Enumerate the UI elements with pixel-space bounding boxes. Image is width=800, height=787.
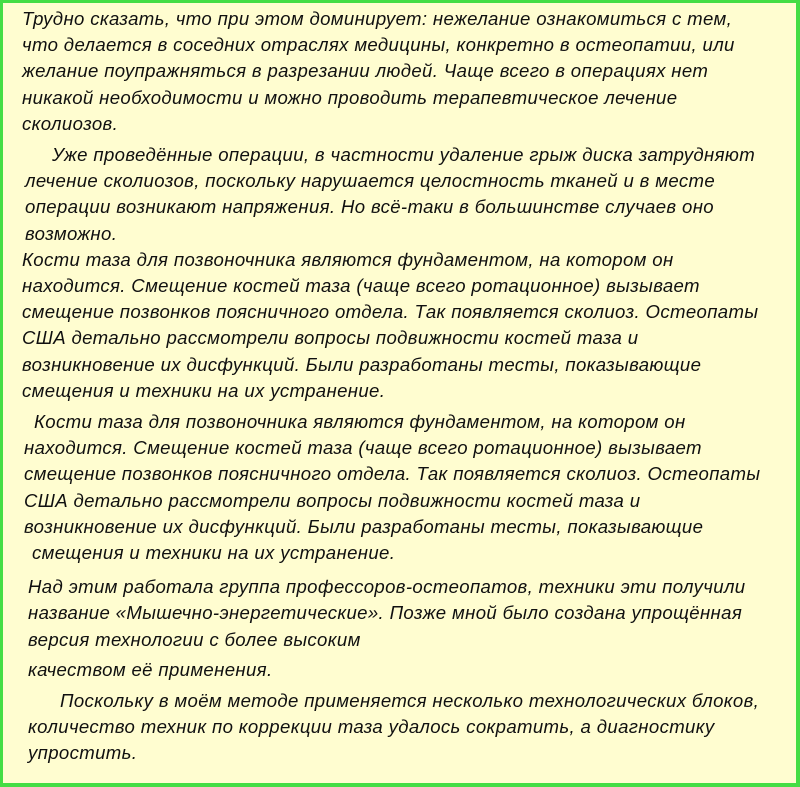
text-line: находится. Смещение костей таза (чаще всего ротационное) вызывает [24, 437, 702, 459]
text-line: возможно. [25, 222, 118, 244]
text-line: операции возникают напряжения. Но всё-таки в большинстве случаев оно [25, 196, 714, 218]
paragraph-6 [22, 657, 782, 683]
text-line: Трудно сказать, что при этом доминирует: нежелание ознакомиться с тем, [22, 8, 733, 29]
text-line: Кости таза для позвоночника являются фундаментом, на котором он [34, 411, 686, 433]
text-line: сколиозов. [22, 112, 119, 134]
text-line: Кости таза для позвоночника являются фундаментом, на котором он [22, 248, 674, 270]
text-line: смещение позвонков поясничного отдела. Так появляется сколиоз. Остеопаты [24, 463, 761, 485]
text-line: качеством её применения. [28, 658, 273, 680]
text-line: Над этим работала группа профессоров-остеопатов, техники эти получили [28, 576, 746, 598]
paragraph-4 [22, 409, 782, 566]
text-line: желание поупражняться в разрезании людей. Чаще всего в операциях нет [22, 60, 709, 82]
text-line: США детально рассмотрели вопросы подвижности костей таза и [22, 327, 639, 349]
paragraph-2 [22, 142, 782, 247]
paragraph-7 [22, 688, 782, 767]
text-line: Уже проведённые операции, в частности удаление грыж диска затрудняют [52, 144, 756, 166]
text-line: никакой необходимости и можно проводить терапевтическое лечение [22, 86, 678, 108]
text-line: смещения и техники на их устранение. [22, 379, 386, 401]
text-line: лечение сколиозов, поскольку нарушается целостность тканей и в месте [25, 170, 716, 192]
text-line: возникновение их дисфункций. Были разработаны тесты, показывающие [24, 515, 704, 537]
text-line: находится. Смещение костей таза (чаще всего ротационное) вызывает [22, 275, 700, 297]
paragraph-3 [22, 247, 782, 404]
text-line: что делается в соседних отраслях медицины, конкретно в остеопатии, или [22, 34, 735, 56]
text-line: возникновение их дисфункций. Были разработаны тесты, показывающие [22, 353, 702, 375]
text-line: версия технологии с более высоким [28, 628, 361, 650]
text-line: Поскольку в моём методе применяется несколько технологических блоков, [60, 690, 760, 712]
paragraph-5 [22, 574, 782, 653]
text-line: смещение позвонков поясничного отдела. Так появляется сколиоз. Остеопаты [22, 301, 759, 323]
text-line: упростить. [28, 742, 138, 764]
document-text [22, 6, 782, 767]
text-line: количество техник по коррекции таза удалось сократить, а диагностику [28, 716, 715, 738]
text-line: США детально рассмотрели вопросы подвижности костей таза и [24, 489, 641, 511]
text-line: смещения и техники на их устранение. [32, 542, 396, 564]
paragraph-1 [22, 6, 782, 137]
text-line: название «Мышечно-энергетические». Позже мной было создана упрощённая [28, 602, 743, 624]
